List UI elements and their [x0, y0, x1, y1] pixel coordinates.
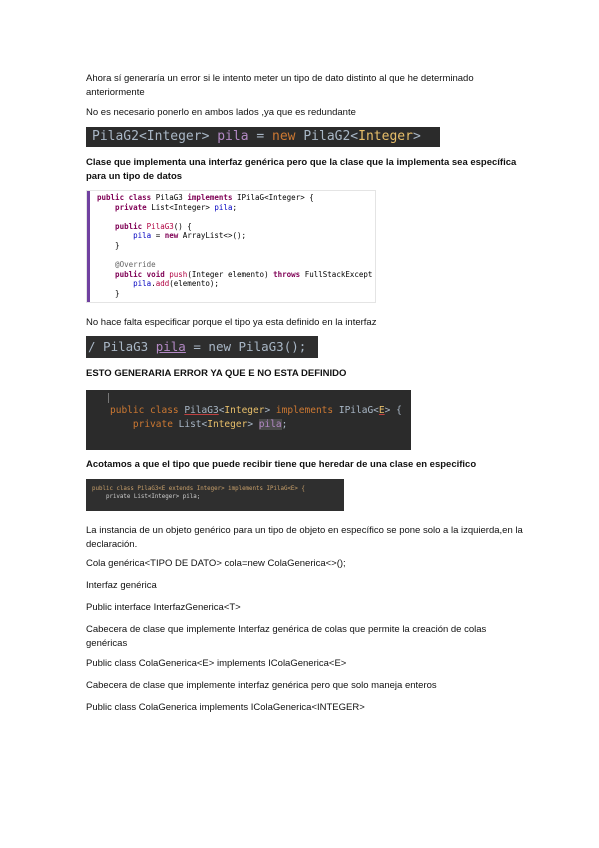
code-token: PilaG2< [295, 129, 359, 144]
code-token: private [97, 202, 152, 212]
code-token: (elemento); [169, 279, 219, 289]
code-line [97, 222, 375, 232]
code-token: List<Integer> [151, 202, 215, 212]
code-line [97, 270, 375, 280]
paragraph-cola-generica-decl: Cola genérica<TIPO DE DATO> cola=new ColaGenerica<>(); [86, 558, 346, 569]
code-line: } [97, 240, 120, 250]
code-line: private List<Integer> pila; [92, 494, 201, 500]
code-token: > [412, 129, 421, 144]
code-token: < [201, 419, 208, 430]
code-token: add [155, 279, 170, 289]
paragraph-error-type: Ahora sí generaría un error si le intento meter un tipo de dato distinto al que he determinado anteriormente [86, 73, 474, 98]
code-token: . [151, 279, 156, 289]
code-snippet-pilag3-bounded [86, 479, 344, 511]
code-token: FullStackExcept [304, 269, 373, 279]
code-snippet-pilag3-class [86, 190, 376, 303]
code-token: > { [384, 405, 402, 416]
code-token: (Integer elemento) [187, 269, 274, 279]
code-token: / PilaG3 [88, 339, 156, 354]
code-token: < [218, 405, 225, 416]
code-snippet-pilag3-error [86, 390, 411, 450]
code-token: pila [155, 339, 186, 354]
code-token: implements [275, 405, 339, 416]
paragraph-bounded-type: Acotamos a que el tipo que puede recibir tiene que heredar de una clase en especifico [86, 459, 477, 470]
code-snippet-pilag3-instance [86, 336, 318, 358]
code-token: > [247, 419, 259, 430]
code-token: = [151, 231, 165, 241]
code-token: public class [110, 405, 185, 416]
paragraph-public-interface: Public interface InterfazGenerica<T> [86, 602, 241, 613]
code-token: public [97, 221, 147, 231]
code-token: PilaG2<Integer> [92, 129, 218, 144]
code-token: new [272, 129, 296, 144]
code-line [97, 203, 375, 213]
paragraph-generic-interface-class: Clase que implementa una interfaz genérica pero que la clase que la implementa sea específica para un tipo de datos [86, 157, 517, 182]
code-token: pila [97, 231, 152, 241]
code-token: IPilaG<Integer> { [236, 193, 314, 202]
code-token: = new [185, 339, 239, 354]
code-token: private [110, 419, 179, 430]
code-token: pila [214, 202, 233, 212]
code-token: public class [97, 193, 156, 202]
code-token: ArrayList<>(); [182, 231, 247, 241]
code-line [97, 212, 375, 222]
code-token: implements [187, 193, 237, 202]
code-line [97, 251, 375, 261]
code-line: } [97, 288, 120, 298]
code-token: ; [232, 202, 237, 212]
code-token: Integer [358, 129, 413, 144]
code-token: throws [273, 269, 305, 279]
code-line [110, 404, 411, 418]
paragraph-redundant: No es necesario ponerlo en ambos lados ,ya que es redundante [86, 107, 356, 118]
paragraph-public-class-e: Public class ColaGenerica<E> implements IColaGenerica<E> [86, 658, 347, 669]
code-token: pila [217, 129, 249, 144]
code-line [110, 418, 411, 432]
code-token: = [248, 129, 273, 144]
code-token: PilaG3 [184, 405, 219, 416]
code-token: () { [173, 221, 192, 231]
code-token: (); [283, 339, 307, 354]
code-token: pila [97, 279, 152, 289]
paragraph-public-class-integer: Public class ColaGenerica implements IColaGenerica<INTEGER> [86, 702, 365, 713]
code-token: PilaG3 [146, 221, 174, 231]
code-token: < [373, 405, 379, 416]
code-token: Integer [224, 405, 265, 416]
code-line: public class PilaG3<E extends Integer> implements IPilaG<E> { [92, 486, 305, 492]
code-token: PilaG3 [155, 193, 188, 202]
code-token: PilaG3 [238, 339, 284, 354]
code-line [97, 193, 375, 203]
code-line [97, 279, 375, 289]
code-token: new [164, 231, 183, 241]
code-token: public void [97, 269, 170, 279]
code-token: > [264, 405, 276, 416]
code-token: List [178, 419, 202, 430]
code-line [97, 231, 375, 241]
code-token: E [378, 405, 385, 416]
caret-marker [108, 393, 109, 403]
paragraph-generic-instance: La instancia de un objeto genérico para un tipo de objeto en específico se pone solo a la izquierda,en la declaración. [86, 525, 523, 550]
paragraph-error-e-undefined: ESTO GENERARIA ERROR YA QUE E NO ESTA DEFINIDO [86, 368, 347, 379]
code-token: Integer [207, 419, 248, 430]
gutter-marker [87, 191, 90, 302]
paragraph-cabecera-colas: Cabecera de clase que implemente Interfaz genérica de colas que permite la creación de colas genéricas [86, 624, 487, 649]
code-token: IPilaG [338, 405, 374, 416]
code-snippet-pilag2 [86, 127, 440, 147]
code-token: pila [258, 419, 282, 430]
code-line: @Override [97, 260, 156, 270]
paragraph-no-need-specify: No hace falta especificar porque el tipo ya esta definido en la interfaz [86, 317, 377, 328]
paragraph-cabecera-enteros: Cabecera de clase que implemente interfaz genérica pero que solo maneja enteros [86, 680, 437, 691]
code-token: ; [281, 419, 288, 430]
code-token: push [169, 269, 188, 279]
paragraph-interfaz-generica: Interfaz genérica [86, 580, 157, 591]
